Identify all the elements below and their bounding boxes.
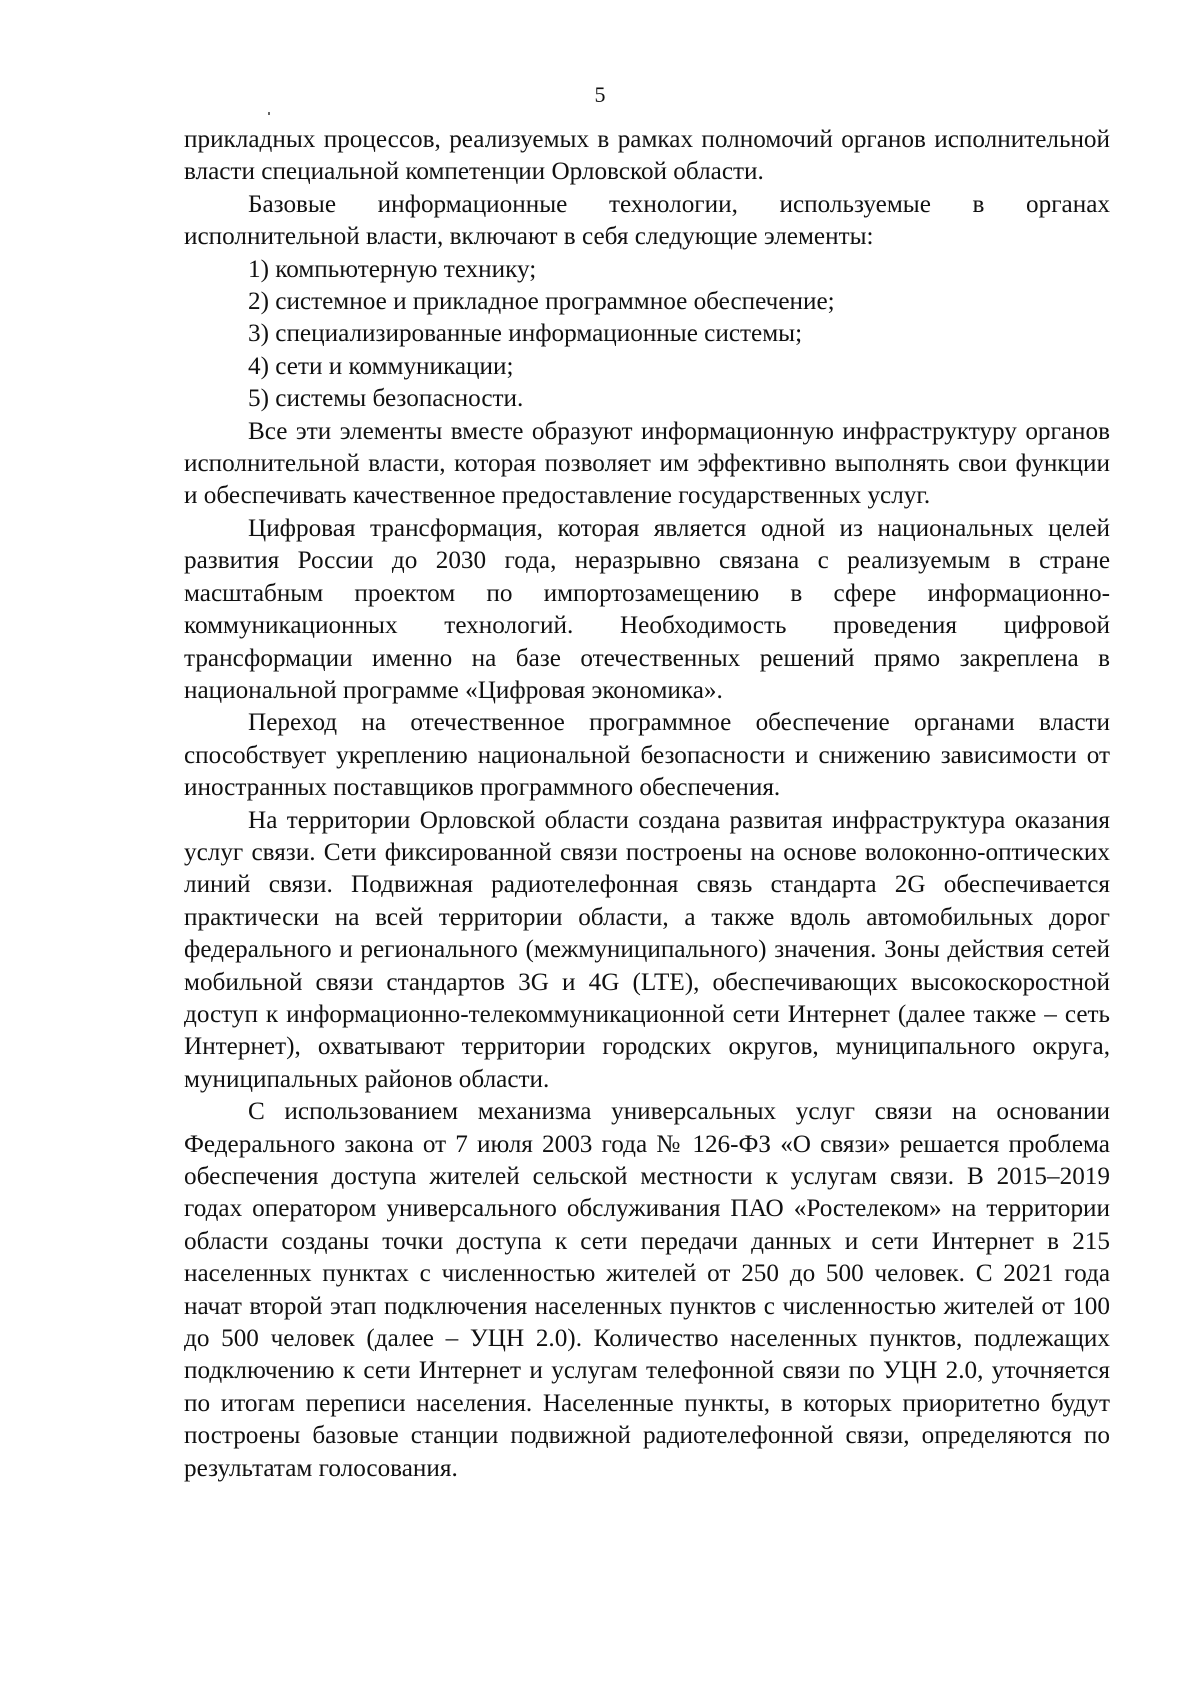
paragraph-infrastructure: Все эти элементы вместе образуют информационную инфраструктуру органов исполнительной власти, которая позволяет им эффективно выполнять свои функции и обеспечивать качественное предоставление государственных услуг. (184, 417, 1110, 510)
paragraph-digital-transformation: Цифровая трансформация, которая является одной из национальных целей развития России до 2030 года, неразрывно связана с реализуемым в стране масштабным проектом по импортозамещению в сфере информационно-коммуникационных технологий. Необходимость проведения цифровой трансформации именно на базе отечественных решений прямо закреплена в национальной программе «Цифровая экономика». (184, 514, 1110, 704)
scan-speck (268, 112, 270, 115)
page-number: 5 (594, 82, 606, 107)
list-item: 1) компьютерную технику; (248, 255, 537, 283)
list-item: 2) системное и прикладное программное обеспечение; (248, 288, 835, 316)
list-item: 5) системы безопасности. (248, 385, 524, 413)
list-item: 3) специализированные информационные системы; (248, 320, 803, 348)
paragraph-communications-infrastructure: На территории Орловской области создана развитая инфраструктура оказания услуг связи. Сети фиксированной связи построены на основе волоконно-оптических линий связи. Подвижная радиотелефонная связь стандарта 2G обеспечивается практически на всей территории области, а также вдоль автомобильных дорог федерального и регионального (межмуниципального) значения. Зоны действия сетей мобильной связи стандартов 3G и 4G (LTE), обеспечивающих высокоскоростной доступ к информационно-телекоммуникационной сети Интернет (далее также – сеть Интернет), охватывают территории городских округов, муниципального округа, муниципальных районов области. (184, 806, 1110, 1093)
paragraph-universal-services: С использованием механизма универсальных услуг связи на основании Федерального закона от 7 июля 2003 года № 126-ФЗ «О связи» решается проблема обеспечения доступа жителей сельской местности к услугам связи. В 2015–2019 годах оператором универсального обслуживания ПАО «Ростелеком» на территории области созданы точки доступа к сети передачи данных и сети Интернет в 215 населенных пунктах с численностью жителей от 250 до 500 человек. С 2021 года начат второй этап подключения населенных пунктов с численностью жителей от 100 до 500 человек (далее – УЦН 2.0). Количество населенных пунктов, подлежащих подключению к сети Интернет и услугам телефонной связи по УЦН 2.0, уточняется по итогам переписи населения. Населенные пункты, в которых приоритетно будут построены базовые станции подвижной радиотелефонной связи, определяются по результатам голосования. (184, 1098, 1110, 1482)
elements-list (184, 254, 1110, 416)
list-item: 4) сети и коммуникации; (248, 352, 514, 380)
paragraph-domestic-software: Переход на отечественное программное обеспечение органами власти способствует укреплению национальной безопасности и снижению зависимости от иностранных поставщиков программного обеспечения. (184, 709, 1110, 802)
paragraph-continuation: прикладных процессов, реализуемых в рамках полномочий органов исполнительной власти специальной компетенции Орловской области. (184, 126, 1110, 186)
paragraph-base-technologies: Базовые информационные технологии, используемые в органах исполнительной власти, включают в себя следующие элементы: (184, 190, 1110, 251)
document-body (184, 124, 1110, 1485)
